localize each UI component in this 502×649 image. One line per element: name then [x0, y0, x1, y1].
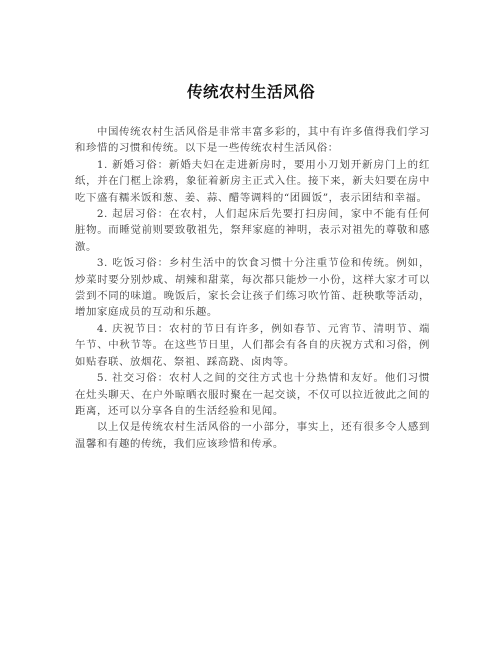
document-body	[75, 124, 430, 452]
paragraph-daily-life-customs: 2. 起居习俗：在农村，人们起床后先要打扫房间，家中不能有任何脏物。而睡觉前则要致敬祖先，祭拜家庭的神明，表示对祖先的尊敬和感激。	[75, 208, 430, 253]
paragraph-social-customs: 5. 社交习俗：农村人之间的交往方式也十分热情和友好。他们习惯在灶头聊天、在户外晾晒衣服时聚在一起交谈，不仅可以拉近彼此之间的距离，还可以分享各自的生活经验和见闻。	[75, 372, 430, 417]
paragraph-dining-customs: 3. 吃饭习俗：乡村生活中的饮食习惯十分注重节俭和传统。例如，炒菜时要分别炒咸、胡辣和甜菜，每次都只能炒一小份，这样大家才可以尝到不同的味道。晚饭后，家长会让孩子们练习吹竹笛、赶秧歌等活动，增加家庭成员的互动和乐趣。	[75, 257, 430, 319]
paragraph-conclusion: 以上仅是传统农村生活风俗的一小部分，事实上，还有很多令人感到温馨和有趣的传统，我们应该珍惜和传承。	[75, 421, 430, 450]
document-title: 传统农村生活风俗	[186, 83, 315, 101]
paragraph-intro: 中国传统农村生活风俗是非常丰富多彩的，其中有许多值得我们学习和珍惜的习惯和传统。以下是一些传统农村生活风俗：	[75, 126, 430, 155]
paragraph-wedding-customs: 1. 新婚习俗：新婚夫妇在走进新房时，要用小刀划开新房门上的红纸，并在门框上涂鸦，象征着新房主正式入住。接下来，新夫妇要在房中吃下盛有糯米饭和葱、姜、蒜、醋等调料的“团圆饭”，表示团结和幸福。	[75, 158, 430, 204]
paragraph-festival-customs: 4. 庆祝节日：农村的节日有许多，例如春节、元宵节、清明节、端午节、中秋节等。在这些节日里，人们都会有各自的庆祝方式和习俗，例如贴春联、放烟花、祭祖、踩高跷、卤肉等。	[75, 322, 430, 368]
